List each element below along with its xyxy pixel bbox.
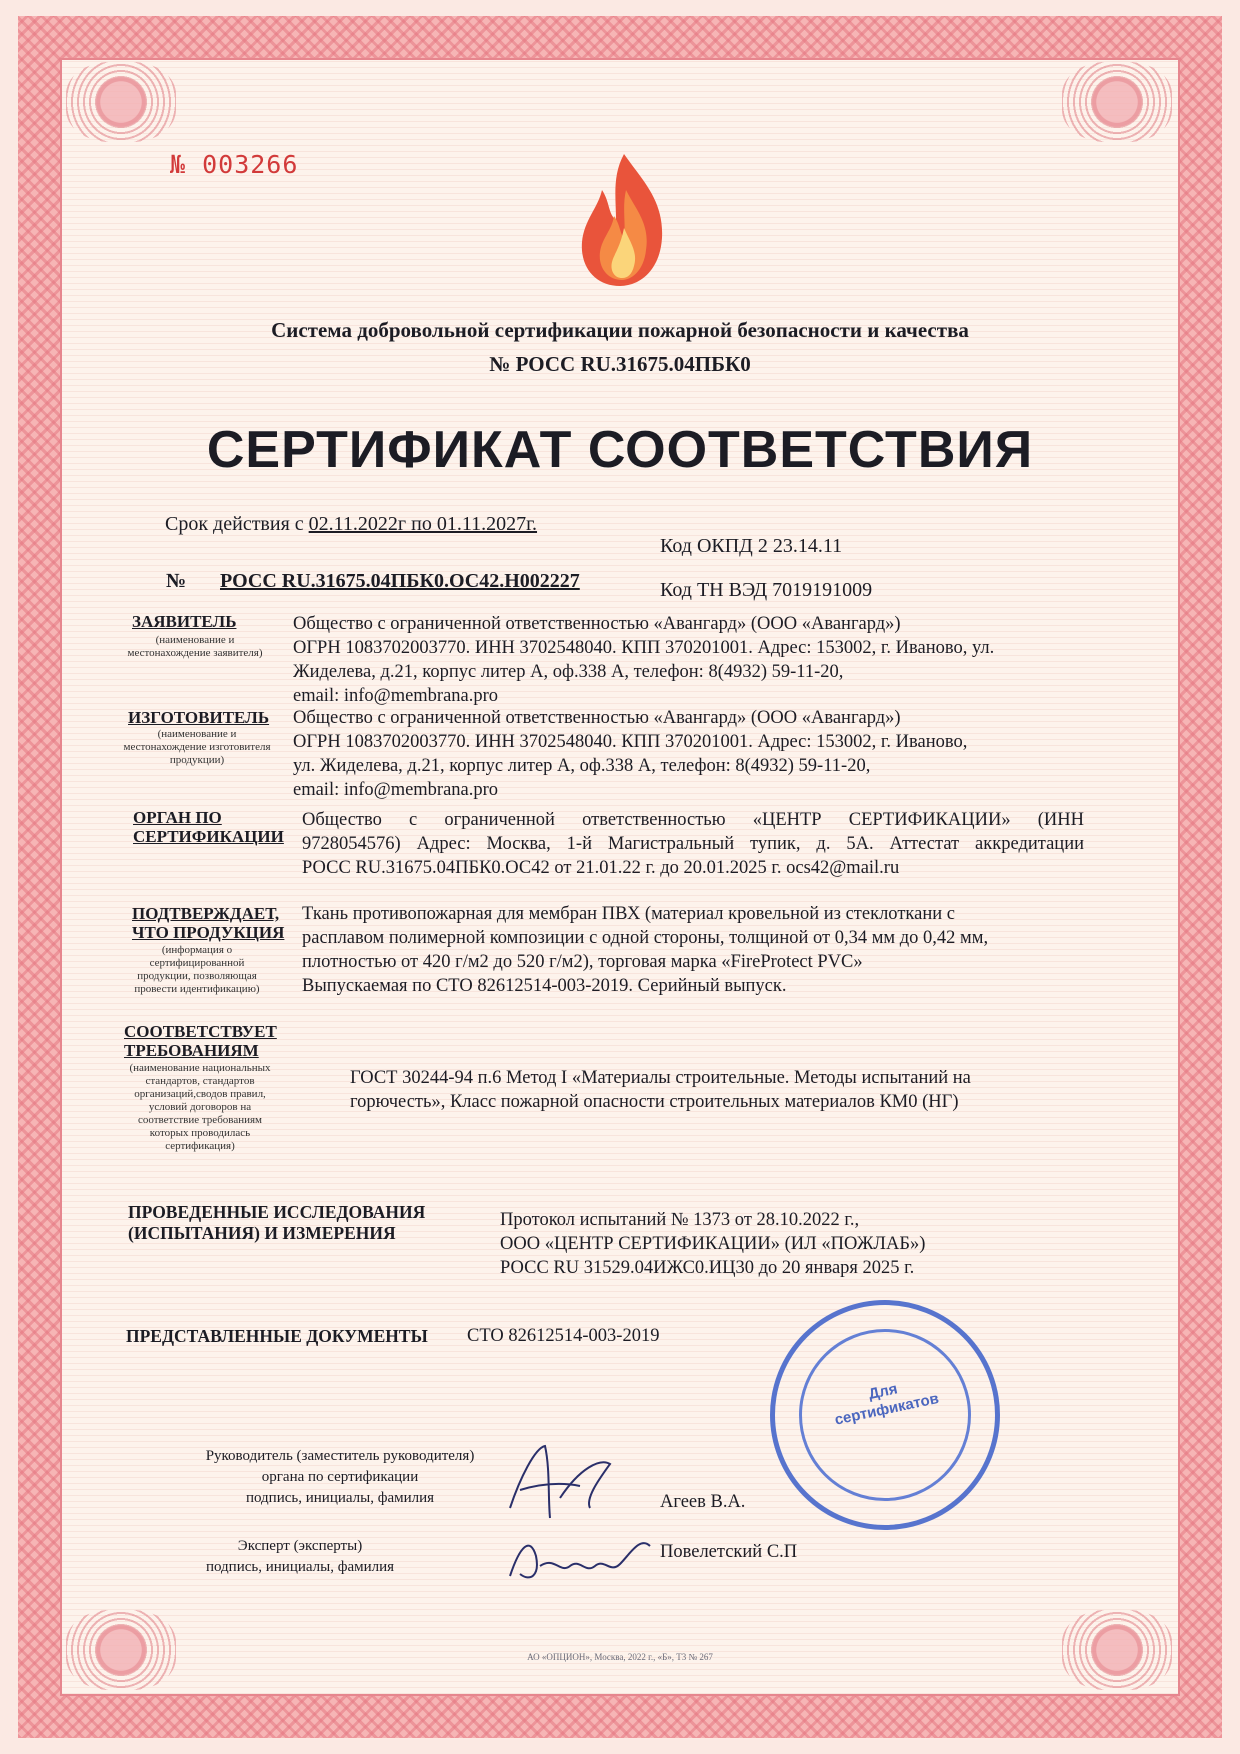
manufacturer-label: ИЗГОТОВИТЕЛЬ [128,708,270,727]
head-signature [490,1438,640,1528]
requirements-label-line: СООТВЕТСТВУЕТ [124,1022,277,1041]
requirements-label [124,1022,277,1060]
product-label [132,904,284,942]
validity-period [165,513,537,536]
ornament-corner-icon [66,62,176,142]
applicant-line: Жиделева, д.21, корпус литер А, оф.338 А, телефон: 8(4932) 59-11-20, [293,662,844,682]
ornament-corner-icon [66,1610,176,1690]
stamp-center-text: Для сертификатов [833,1380,941,1429]
applicant-label: ЗАЯВИТЕЛЬ [132,612,237,631]
manufacturer-hint: (наименование и местонахождение изготовителя продукции) [123,728,271,766]
head-signature-caption [180,1446,500,1509]
documents-label: ПРЕДСТАВЛЕННЫЕ ДОКУМЕНТЫ [126,1326,428,1346]
ornament-corner-icon [1062,62,1172,142]
applicant-line: Общество с ограниченной ответственностью «Авангард» (ООО «Авангард») [293,614,901,634]
manufacturer-line: email: info@membrana.pro [293,780,499,800]
validity-dates: 02.11.2022г по 01.11.2027г. [308,513,538,535]
tests-line: Протокол испытаний № 1373 от 28.10.2022 г., [500,1210,860,1230]
head-caption-line: Руководитель (заместитель руководителя) [205,1448,475,1464]
requirements-label-line: ТРЕБОВАНИЯМ [124,1041,259,1060]
product-label-line: ЧТО ПРОДУКЦИЯ [132,923,285,942]
validity-prefix: Срок действия с [165,513,304,535]
expert-signature-caption [180,1536,420,1578]
applicant-line: email: info@membrana.pro [293,686,499,706]
product-line: плотностью от 420 г/м2 до 520 г/м2), торговая марка «FireProtect PVC» [302,952,863,972]
product-details [302,902,1092,998]
applicant-details [293,612,1093,708]
ornament-corner-icon [1062,1610,1172,1690]
okpd-code: Код ОКПД 2 23.14.11 [660,535,843,557]
certification-system-registration: № РОСС RU.31675.04ПБК0 [489,352,751,376]
expert-signature [500,1516,660,1596]
cert-body-label [133,808,284,846]
manufacturer-line: Общество с ограниченной ответственностью «Авангард» (ООО «Авангард») [293,708,901,728]
tests-line: ООО «ЦЕНТР СЕРТИФИКАЦИИ» (ИЛ «ПОЖЛАБ») [500,1234,926,1254]
cert-body-label-line: ОРГАН ПО [133,808,222,827]
organization-stamp [770,1300,1000,1530]
manufacturer-details [293,706,1093,802]
tests-details [500,1208,1060,1280]
requirements-line: ГОСТ 30244-94 п.6 Метод I «Материалы строительные. Методы испытаний на [350,1068,971,1088]
registration-number-sign: № [166,570,187,592]
applicant-line: ОГРН 1083702003770. ИНН 3702548040. КПП 370201001. Адрес: 153002, г. Иваново, ул. [293,638,995,658]
cert-body-line: 9728054576) Адрес: Москва, 1-й Магистральный тупик, д. 5А. Аттестат аккредитации [302,834,1084,854]
cert-body-label-line: СЕРТИФИКАЦИИ [133,827,284,846]
print-footer: АО «ОПЦИОН», Москва, 2022 г., «Б», Т3 № 267 [527,1652,713,1662]
flame-logo-icon [572,150,672,290]
tests-label [128,1202,425,1244]
cert-body-line: РОСС RU.31675.04ПБК0.ОС42 от 21.01.22 г. до 20.01.2025 г. ocs42@mail.ru [302,858,900,878]
head-caption-line: органа по сертификации [261,1469,419,1485]
expert-name: Повелетский С.П [660,1542,798,1562]
cert-body-details [302,808,1084,880]
page-title: СЕРТИФИКАТ СООТВЕТСТВИЯ [206,421,1034,479]
applicant-hint: (наименование и местонахождение заявителя) [127,634,263,659]
documents-value: СТО 82612514-003-2019 [467,1326,660,1346]
product-line: Выпускаемая по СТО 82612514-003-2019. Серийный выпуск. [302,976,787,996]
requirements-line: горючесть», Класс пожарной опасности строительных материалов КМ0 (НГ) [350,1092,959,1112]
tests-line: РОСС RU 31529.04ИЖС0.ИЦ30 до 20 января 2025 г. [500,1258,915,1278]
registration-number: РОСС RU.31675.04ПБК0.ОС42.Н002227 [220,570,580,592]
head-name: Агеев В.А. [660,1492,746,1512]
tnved-code: Код ТН ВЭД 7019191009 [660,579,873,601]
product-line: Ткань противопожарная для мембран ПВХ (материал кровельной из стеклоткани с [302,904,955,924]
expert-caption-line: подпись, инициалы, фамилия [205,1559,395,1575]
certification-system-title: Система добровольной сертификации пожарной безопасности и качества [271,318,969,342]
expert-caption-line: Эксперт (эксперты) [237,1538,363,1554]
product-hint: (информация о сертифицированной продукции, позволяющая провести идентификацию) [134,944,260,995]
tests-label-line: ПРОВЕДЕННЫЕ ИССЛЕДОВАНИЯ [128,1202,426,1222]
manufacturer-line: ОГРН 1083702003770. ИНН 3702548040. КПП 370201001. Адрес: 153002, г. Иваново, [293,732,968,752]
certificate-serial-number: № 003266 [170,150,299,179]
tests-label-line: (ИСПЫТАНИЯ) И ИЗМЕРЕНИЯ [128,1223,396,1243]
manufacturer-line: ул. Жиделева, д.21, корпус литер А, оф.338 А, телефон: 8(4932) 59-11-20, [293,756,871,776]
head-caption-line: подпись, инициалы, фамилия [245,1490,435,1506]
product-label-line: ПОДТВЕРЖДАЕТ, [132,904,280,923]
requirements-details [350,1066,1090,1114]
requirements-hint: (наименование национальных стандартов, стандартов организаций,сводов правил, условий договоров на соответствие требованиям которых проводилась сертификация) [129,1062,271,1152]
cert-body-line: Общество с ограниченной ответственностью «ЦЕНТР СЕРТИФИКАЦИИ» (ИНН [302,810,1084,830]
product-line: расплавом полимерной композиции с одной стороны, толщиной от 0,34 мм до 0,42 мм, [302,928,989,948]
